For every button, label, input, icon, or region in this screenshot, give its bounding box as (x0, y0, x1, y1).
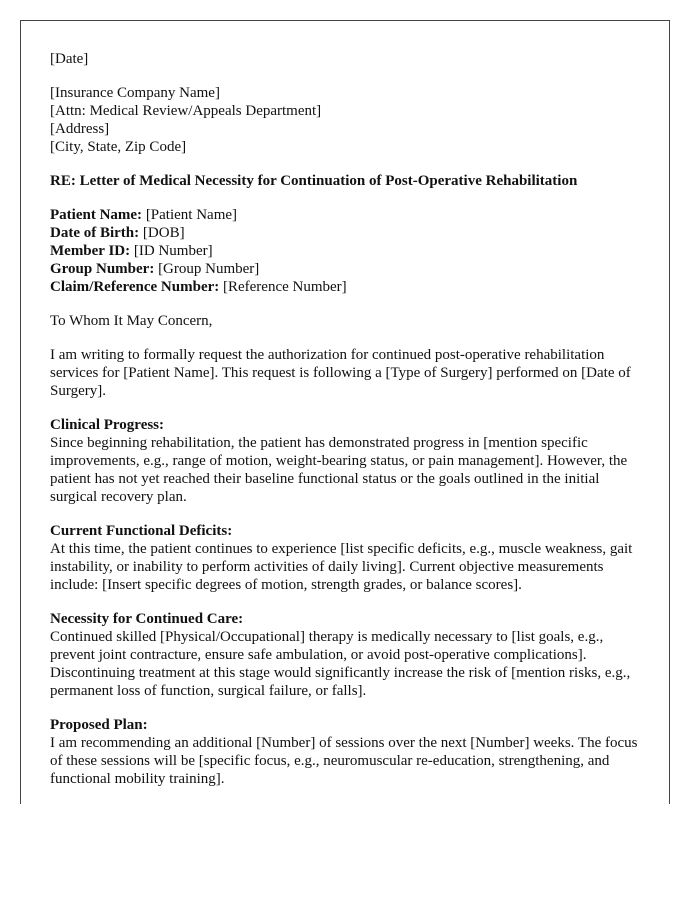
intro-paragraph: I am writing to formally request the authorization for continued post-operative rehabilitation services for [Patient Name]. This request is following a [Type of Surgery] performed on [Date of Surgery]. (50, 347, 631, 399)
claim-number-row (50, 278, 649, 296)
value: [Group Number] (154, 261, 260, 277)
section-heading: Necessity for Continued Care: (50, 611, 244, 627)
value: [Patient Name] (142, 207, 238, 223)
section-body: Continued skilled [Physical/Occupational] therapy is medically necessary to [list goals, e.g., prevent joint contracture, ensure safe ambulation, or avoid post-operative complications]. Discontinuing treatment at this stage would significantly increase the risk of [mention risks, e.g., permanent loss of function, surgical failure, or falls]. (50, 629, 631, 699)
attention-line: [Attn: Medical Review/Appeals Department] (50, 103, 322, 119)
label: Member ID: (50, 243, 131, 259)
city-state-zip: [City, State, Zip Code] (50, 139, 187, 155)
section-proposed-plan (50, 716, 649, 788)
label: Date of Birth: (50, 225, 140, 241)
dob-row (50, 224, 649, 242)
letter-page (20, 20, 670, 804)
label: Group Number: (50, 261, 155, 277)
section-body: I am recommending an additional [Number] of sessions over the next [Number] weeks. The focus of these sessions will be [specific focus, e.g., neuromuscular re-education, strengthening, and functional mobility training]. (50, 735, 638, 787)
date: [Date] (50, 51, 89, 67)
section-heading: Proposed Plan: (50, 717, 148, 733)
address: [Address] (50, 121, 110, 137)
patient-name-row (50, 206, 649, 224)
value: [DOB] (139, 225, 185, 241)
subject-line (50, 172, 649, 190)
value: [Reference Number] (219, 279, 347, 295)
section-heading: Current Functional Deficits: (50, 523, 233, 539)
value: [ID Number] (130, 243, 213, 259)
section-necessity (50, 610, 649, 700)
member-id-row (50, 242, 649, 260)
label: Claim/Reference Number: (50, 279, 220, 295)
section-body: Since beginning rehabilitation, the patient has demonstrated progress in [mention specific improvements, e.g., range of motion, weight-bearing status, or pain management]. However, the patient has not yet reached their baseline functional status or the goals outlined in the initial surgical recovery plan. (50, 435, 628, 505)
label: Patient Name: (50, 207, 143, 223)
subject-text: RE: Letter of Medical Necessity for Continuation of Post-Operative Rehabilitation (50, 173, 578, 189)
insurance-company: [Insurance Company Name] (50, 85, 220, 101)
section-heading: Clinical Progress: (50, 417, 165, 433)
recipient-address (50, 84, 649, 156)
group-number-row (50, 260, 649, 278)
section-clinical-progress (50, 416, 649, 506)
patient-info (50, 206, 649, 296)
salutation: To Whom It May Concern, (50, 313, 213, 329)
section-body: At this time, the patient continues to experience [list specific deficits, e.g., muscle weakness, gait instability, or inability to perform activities of daily living]. Current objective measurements include: [Insert specific degrees of motion, strength grades, or balance scores]. (50, 541, 633, 593)
section-functional-deficits (50, 522, 649, 594)
